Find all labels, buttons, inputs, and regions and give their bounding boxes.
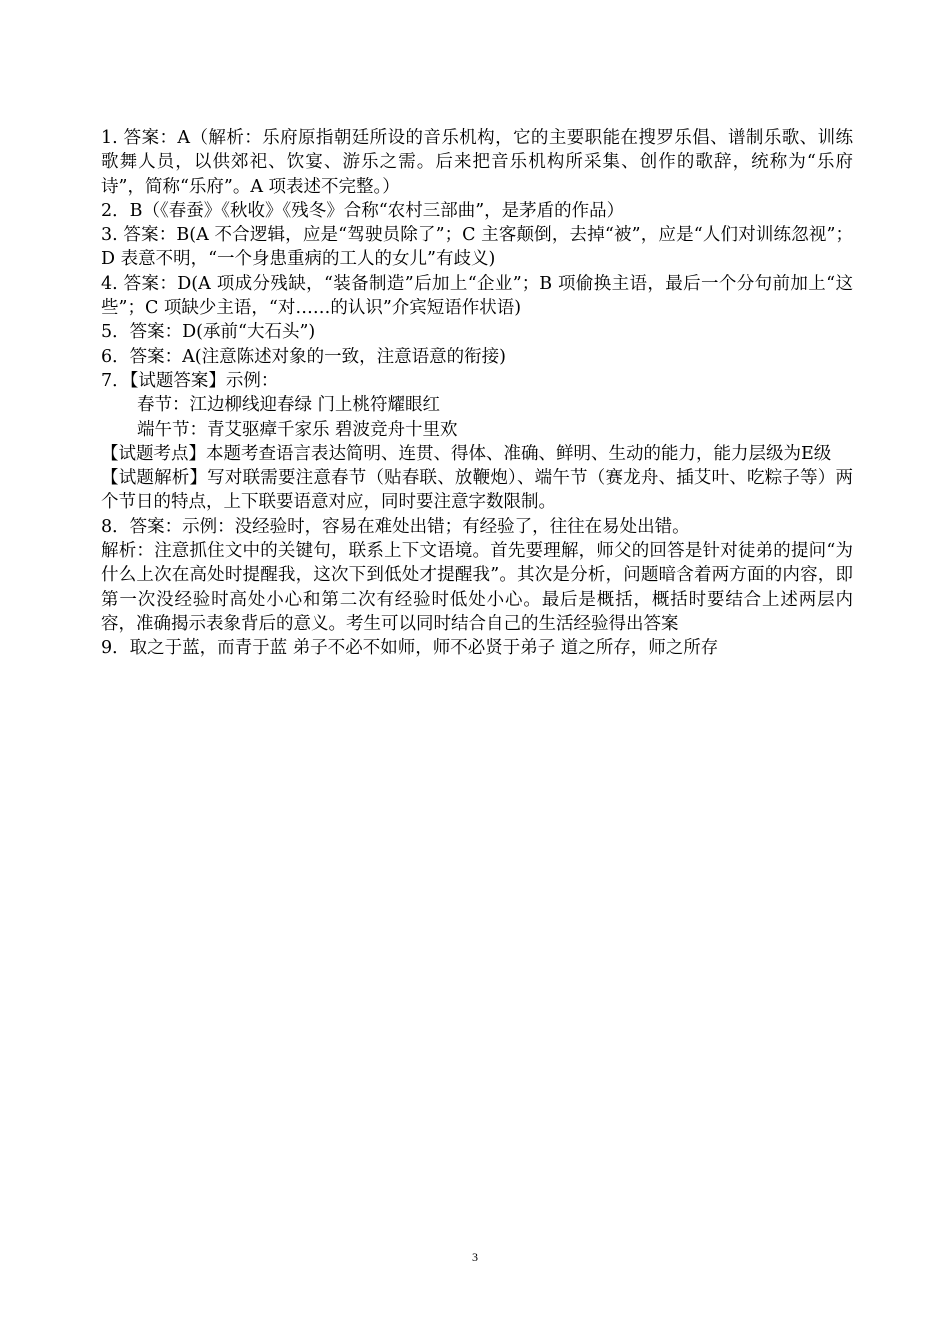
- answer-7: 7．【试题答案】示例：: [101, 370, 279, 391]
- page-number: 3: [472, 1250, 478, 1264]
- answer-8-analysis: 解析：注意抓住文中的关键句，联系上下文语境。首先要理解，师父的回答是针对徒弟的提问“为什么上次在高处时提醒我，这次下到低处才提醒我”。其次是分析，问题暗含着两方面的内容，即第一次没经验时高处小心和第二次有经验时低处小心。最后是概括，概括时要结合上述两层内容，准确揭示表象背后的意义。考生可以同时结合自己的生活经验得出答案: [101, 541, 853, 634]
- answer-4: 4. 答案：D(A 项成分残缺，“装备制造”后加上“企业”；B 项偷换主语，最后一个分句前加上“这些”；C 项缺少主语，“对……的认识”介宾短语作状语): [101, 273, 853, 319]
- answer-6: 6．答案：A(注意陈述对象的一致，注意语意的衔接): [101, 346, 506, 367]
- answer-5: 5．答案：D(承前“大石头”): [101, 322, 316, 343]
- couplet-dragon-boat-festival: 端午节：青艾驱瘴千家乐 碧波竞舟十里欢: [137, 419, 458, 440]
- couplet-spring-festival: 春节：江边柳线迎春绿 门上桃符耀眼红: [137, 395, 441, 416]
- exam-point: 【试题考点】本题考查语言表达简明、连贯、得体、准确、鲜明、生动的能力，能力层级为E级: [101, 443, 832, 464]
- answer-8: 8．答案：示例：没经验时，容易在难处出错；有经验了，往往在易处出错。: [101, 516, 690, 537]
- answer-2: 2．B（《春蚕》《秋收》《残冬》合称“农村三部曲”，是茅盾的作品）: [101, 200, 625, 221]
- answer-9: 9．取之于蓝，而青于蓝 弟子不必不如师，师不必贤于弟子 道之所存，师之所存: [101, 638, 719, 659]
- exam-analysis: 【试题解析】写对联需要注意春节（贴春联、放鞭炮）、端午节（赛龙舟、插艾叶、吃粽子等）两个节日的特点，上下联要语意对应，同时要注意字数限制。: [101, 468, 853, 513]
- answer-1: 1. 答案：A（解析：乐府原指朝廷所设的音乐机构，它的主要职能在搜罗乐倡、谱制乐歌、训练歌舞人员，以供郊祀、饮宴、游乐之需。后来把音乐机构所采集、创作的歌辞，统称为“乐府诗”，简称“乐府”。A 项表述不完整。）: [101, 128, 853, 197]
- answer-3: 3. 答案：B(A 不合逻辑，应是“驾驶员除了”；C 主客颠倒，去掉“被”，应是“人们对训练忽视”；D 表意不明，“一个身患重病的工人的女儿”有歧义): [101, 225, 853, 270]
- document-body: [101, 126, 853, 661]
